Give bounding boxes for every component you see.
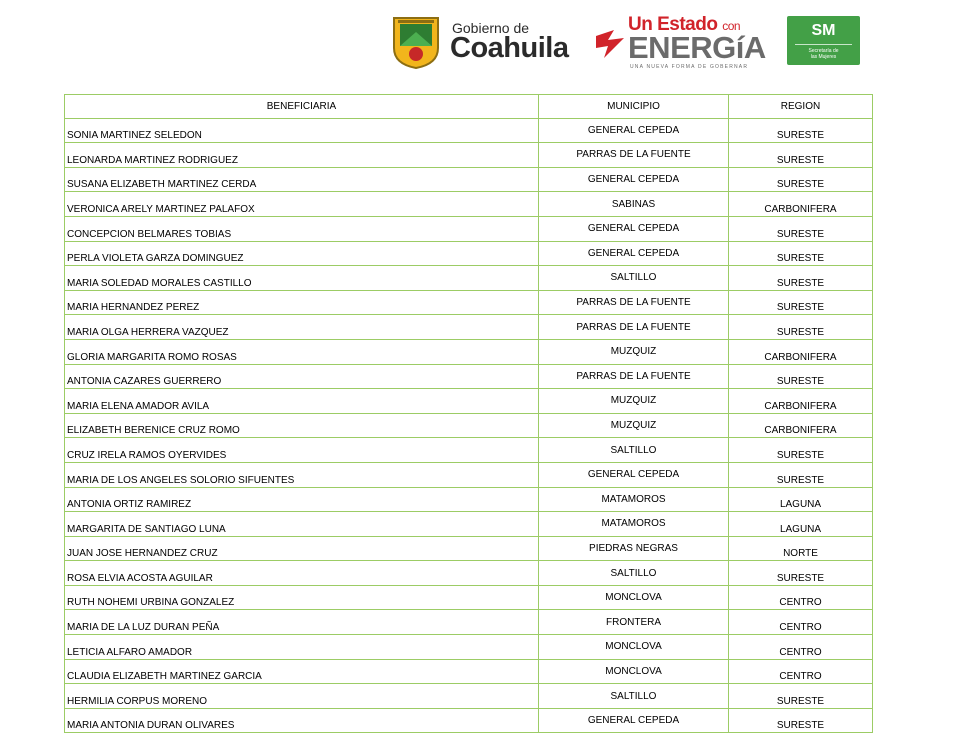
table-row [65,143,873,168]
cell-beneficiaria: RUTH NOHEMI URBINA GONZALEZ [65,585,539,610]
cell-municipio: MUZQUIZ [539,389,729,414]
table-row [65,413,873,438]
table-row [65,266,873,291]
cell-region: SURESTE [729,167,873,192]
cell-municipio: SALTILLO [539,561,729,586]
cell-region: LAGUNA [729,487,873,512]
cell-beneficiaria: MARIA ELENA AMADOR AVILA [65,389,539,414]
cell-municipio: GENERAL CEPEDA [539,118,729,143]
cell-region: SURESTE [729,315,873,340]
cell-beneficiaria: LETICIA ALFARO AMADOR [65,635,539,660]
header-beneficiaria: BENEFICIARIA [65,95,539,119]
cell-beneficiaria: MARIA ANTONIA DURAN OLIVARES [65,708,539,733]
table-row [65,241,873,266]
header-municipio: MUNICIPIO [539,95,729,119]
table-header-row [65,95,873,119]
cell-region: SURESTE [729,561,873,586]
cell-municipio: GENERAL CEPEDA [539,241,729,266]
cell-beneficiaria: JUAN JOSE HERNANDEZ CRUZ [65,536,539,561]
cell-region: SURESTE [729,364,873,389]
cell-municipio: PARRAS DE LA FUENTE [539,364,729,389]
cell-region: CARBONIFERA [729,413,873,438]
table-row [65,315,873,340]
secretaria-mujeres-logo [787,16,860,65]
beneficiaries-table-container [64,94,872,733]
cell-beneficiaria: ANTONIA CAZARES GUERRERO [65,364,539,389]
cell-municipio: MUZQUIZ [539,413,729,438]
cell-municipio: MONCLOVA [539,635,729,660]
table-row [65,585,873,610]
cell-beneficiaria: LEONARDA MARTINEZ RODRIGUEZ [65,143,539,168]
cell-municipio: GENERAL CEPEDA [539,708,729,733]
cell-region: SURESTE [729,290,873,315]
sm-logo-subtitle: Secretaría de las Mujeres [808,48,839,60]
coahuila-logo-line1: Gobierno de [452,20,530,36]
cell-beneficiaria: MARIA HERNANDEZ PEREZ [65,290,539,315]
cell-beneficiaria: CRUZ IRELA RAMOS OYERVIDES [65,438,539,463]
cell-municipio: MATAMOROS [539,487,729,512]
cell-region: CENTRO [729,610,873,635]
cell-region: CARBONIFERA [729,192,873,217]
cell-region: SURESTE [729,241,873,266]
cell-beneficiaria: GLORIA MARGARITA ROMO ROSAS [65,339,539,364]
sm-logo-title: SM [811,22,836,39]
table-row [65,512,873,537]
header-logos [0,12,960,72]
cell-beneficiaria: SONIA MARTINEZ SELEDON [65,118,539,143]
table-row [65,339,873,364]
cell-municipio: MONCLOVA [539,659,729,684]
table-row [65,290,873,315]
cell-region: SURESTE [729,118,873,143]
cell-beneficiaria: PERLA VIOLETA GARZA DOMINGUEZ [65,241,539,266]
cell-beneficiaria: CONCEPCION BELMARES TOBIAS [65,216,539,241]
cell-beneficiaria: ROSA ELVIA ACOSTA AGUILAR [65,561,539,586]
table-row [65,561,873,586]
cell-municipio: MONCLOVA [539,585,729,610]
header-region: REGION [729,95,873,119]
table-row [65,487,873,512]
table-row [65,684,873,709]
cell-municipio: PARRAS DE LA FUENTE [539,143,729,168]
cell-region: SURESTE [729,462,873,487]
cell-beneficiaria: HERMILIA CORPUS MORENO [65,684,539,709]
table-row [65,364,873,389]
cell-municipio: FRONTERA [539,610,729,635]
table-body [65,118,873,733]
coahuila-government-logo [390,14,580,70]
cell-municipio: PIEDRAS NEGRAS [539,536,729,561]
table-row [65,216,873,241]
table-row [65,610,873,635]
cell-beneficiaria: SUSANA ELIZABETH MARTINEZ CERDA [65,167,539,192]
cell-region: CENTRO [729,635,873,660]
cell-municipio: GENERAL CEPEDA [539,216,729,241]
cell-municipio: SABINAS [539,192,729,217]
table-row [65,167,873,192]
cell-beneficiaria: ELIZABETH BERENICE CRUZ ROMO [65,413,539,438]
cell-region: SURESTE [729,143,873,168]
cell-municipio: SALTILLO [539,438,729,463]
cell-beneficiaria: VERONICA ARELY MARTINEZ PALAFOX [65,192,539,217]
cell-region: CARBONIFERA [729,339,873,364]
cell-region: CARBONIFERA [729,389,873,414]
estado-energia-logo [594,14,764,70]
cell-region: CENTRO [729,659,873,684]
cell-beneficiaria: MARIA DE LA LUZ DURAN PEÑA [65,610,539,635]
table-row [65,192,873,217]
cell-municipio: GENERAL CEPEDA [539,462,729,487]
cell-region: LAGUNA [729,512,873,537]
cell-municipio: PARRAS DE LA FUENTE [539,315,729,340]
energia-arrow-icon [594,26,628,60]
energia-logo-tagline: UNA NUEVA FORMA DE GOBERNAR [630,64,749,70]
table-row [65,118,873,143]
cell-region: SURESTE [729,266,873,291]
beneficiaries-table [64,94,873,733]
cell-beneficiaria: MARIA SOLEDAD MORALES CASTILLO [65,266,539,291]
cell-region: SURESTE [729,708,873,733]
table-row [65,438,873,463]
cell-region: SURESTE [729,216,873,241]
coahuila-shield-icon [390,14,442,70]
energia-logo-main: ENERGíA [628,30,766,65]
energia-logo-top: Un Estado con [628,14,741,35]
sm-logo-divider [795,44,852,45]
cell-region: SURESTE [729,684,873,709]
table-row [65,536,873,561]
table-row [65,659,873,684]
cell-beneficiaria: ANTONIA ORTIZ RAMIREZ [65,487,539,512]
cell-region: NORTE [729,536,873,561]
cell-municipio: MUZQUIZ [539,339,729,364]
cell-municipio: GENERAL CEPEDA [539,167,729,192]
table-row [65,462,873,487]
table-row [65,708,873,733]
cell-region: SURESTE [729,438,873,463]
cell-beneficiaria: MARIA DE LOS ANGELES SOLORIO SIFUENTES [65,462,539,487]
cell-municipio: PARRAS DE LA FUENTE [539,290,729,315]
cell-beneficiaria: MARGARITA DE SANTIAGO LUNA [65,512,539,537]
cell-municipio: MATAMOROS [539,512,729,537]
cell-beneficiaria: CLAUDIA ELIZABETH MARTINEZ GARCIA [65,659,539,684]
coahuila-logo-line2: Coahuila [450,32,569,64]
cell-beneficiaria: MARIA OLGA HERRERA VAZQUEZ [65,315,539,340]
table-row [65,635,873,660]
cell-municipio: SALTILLO [539,684,729,709]
cell-municipio: SALTILLO [539,266,729,291]
cell-region: CENTRO [729,585,873,610]
table-row [65,389,873,414]
